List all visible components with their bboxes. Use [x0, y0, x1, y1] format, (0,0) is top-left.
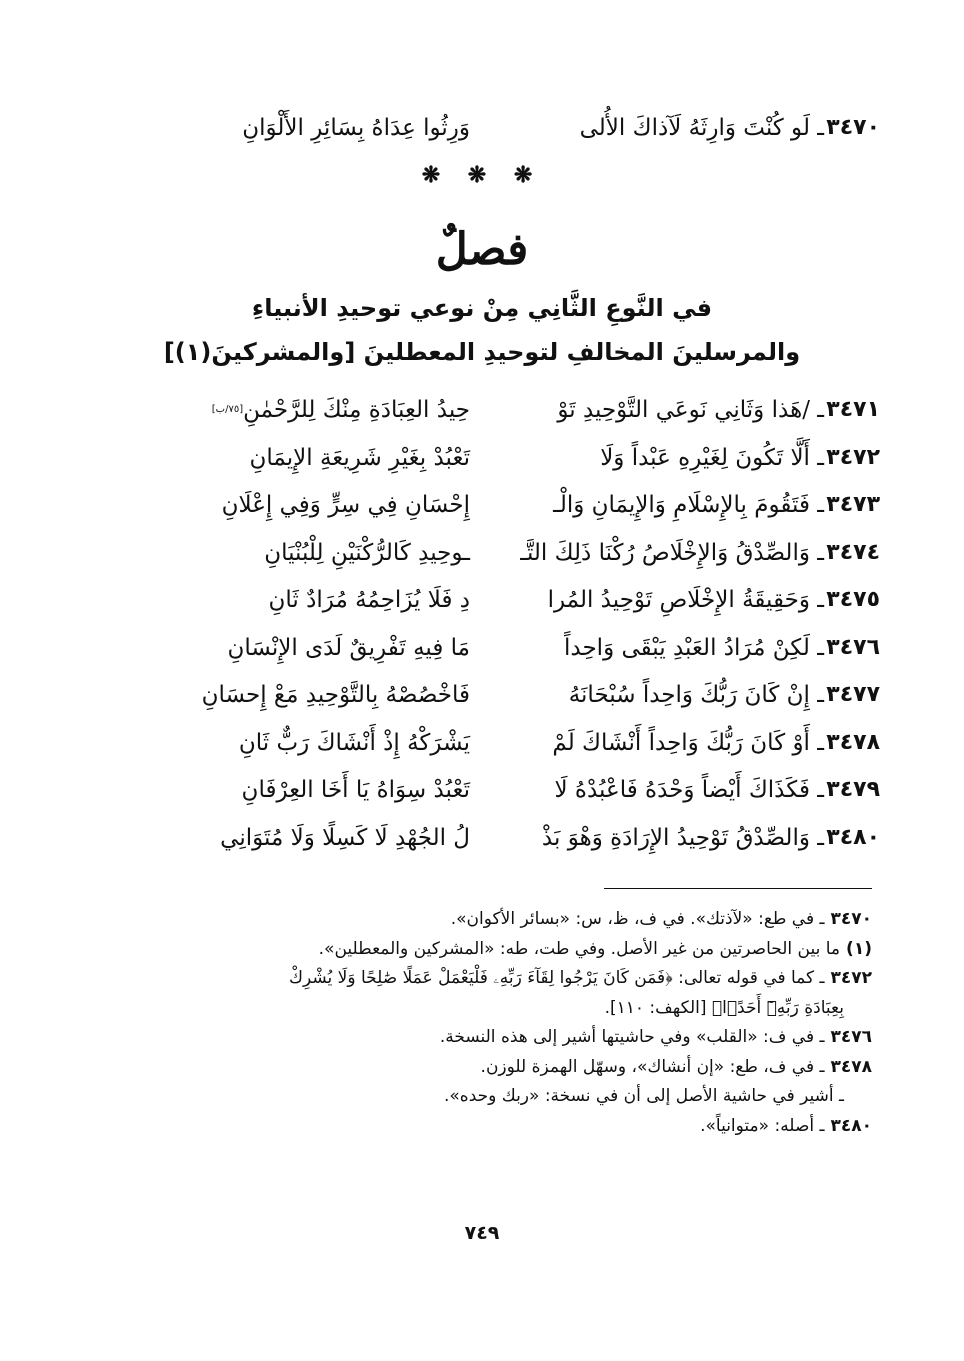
- footnote: [90, 934, 872, 964]
- verse-row: [90, 675, 880, 715]
- verse-second-hemistich-text: ـوحِيدِ كَالرُّكْنَيْنِ لِلْبُنْيَانِ: [264, 540, 470, 566]
- footnote-number: ٣٤٧٦: [830, 1027, 872, 1047]
- verse-number: ٣٤٧٨: [826, 730, 880, 755]
- verse-row: [90, 390, 880, 430]
- page-number: ٧٤٩: [464, 1222, 500, 1244]
- verse-second-hemistich-text: فَاخْصُصْهُ بِالتَّوْحِيدِ مَعْ إِحسَانِ: [201, 682, 470, 708]
- verse-row: [90, 628, 880, 668]
- verse-first-hemistich: ـ أَوْ كَانَ رَبُّكَ وَاحِداً أَنْشَاكَ لَمْ: [552, 730, 824, 756]
- footnote: [90, 1052, 872, 1082]
- verse-second-hemistich: [90, 675, 470, 715]
- section-heading: فصلٌ: [435, 224, 529, 275]
- footnote-text: ـ في طع: «لآذتك». في ف، ظ، س: «بسائر الأكوان».: [450, 909, 825, 929]
- verse-number: ٣٤٧٦: [826, 635, 880, 660]
- verse-first-hemistich: ـ وَالصِّدْقُ تَوْحِيدُ الإِرَادَةِ وَهْوَ بَذْ: [541, 825, 824, 851]
- verse-first-hemistich: ـ وَالصِّدْقُ وَالإِخْلَاصُ رُكْنَا ذَلِكَ التَّـ: [520, 540, 824, 566]
- footnote-text: بِعِبَادَةِ رَبِّهِۦٓ أَحَدًۢا﴾ [الكهف: ١١٠].: [604, 998, 844, 1018]
- verse-second-hemistich-text: مَا فِيهِ تَفْرِيقٌ لَدَى الإِنْسَانِ: [227, 635, 470, 661]
- verse-second-hemistich-text: تَعْبُدْ بِغَيْرِ شَرِيعَةِ الإِيمَانِ: [249, 445, 470, 471]
- verse-second-hemistich-text: دِ فَلَا يُزَاحِمُهُ مُرَادٌ ثَانِ: [268, 587, 470, 613]
- verse-first-hemistich: ـ وَحَقِيقَةُ الإِخْلَاصِ تَوْحِيدُ المُرا: [547, 587, 824, 613]
- verse-row: [90, 438, 880, 478]
- footnote-text: ـ كما في قوله تعالى: ﴿فَمَن كَانَ يَرْجُوا لِقَآءَ رَبِّهِۦ فَلْيَعْمَلْ عَمَلًا صَٰلِحًا وَلَا يُشْرِكْ: [288, 968, 825, 988]
- chapter-title-line-2: والمرسلينَ المخالفِ لتوحيدِ المعطلينَ [والمشركينَ(١)]: [163, 338, 801, 366]
- verse-second-hemistich: [90, 580, 470, 620]
- verse-second-hemistich: [90, 770, 470, 810]
- verse-first-hemistich: ـ فَكَذَاكَ أَيْضاً وَحْدَهُ فَاعْبُدْهُ لَا: [554, 777, 824, 803]
- verse-first-hemistich: ـ فَتَقُومَ بِالإِسْلَامِ وَالإِيمَانِ وَالْـ: [553, 492, 824, 518]
- verse-second-hemistich: وَرِثُوا عِدَاهُ بِسَائِرِ الأَلْوَانِ: [242, 115, 470, 141]
- verse-number: ٣٤٧٧: [826, 682, 880, 707]
- verse-row: [90, 108, 880, 148]
- footnote-text: ما بين الحاصرتين من غير الأصل. وفي طت، طه: «المشركين والمعطلين».: [318, 939, 841, 959]
- verse-second-hemistich-text: حِيدُ العِبَادَةِ مِنْكَ لِلرَّحْمٰنِ: [243, 397, 470, 423]
- verse-second-hemistich-text: يَشْرَكْهُ إِذْ أَنْشَاكَ رَبٌّ ثَانِ: [238, 730, 470, 756]
- footnote-number: ٣٤٧٢: [830, 968, 872, 988]
- verse-number: ٣٤٨٠: [826, 825, 880, 850]
- verse-second-hemistich: [90, 485, 470, 525]
- verse-first-hemistich: ـ لَو كُنْتَ وَارِثَهُ لَآذاكَ الأُلى: [579, 115, 824, 141]
- verse-row: [90, 770, 880, 810]
- footnote: [90, 1111, 872, 1141]
- verse-second-hemistich: [90, 818, 470, 858]
- verse-number: ٣٤٧٢: [826, 445, 880, 470]
- verse-first-hemistich: ـ /هَذا وَثَانِي نَوعَي التَّوْحِيدِ تَوْ: [557, 397, 824, 423]
- verse-first-hemistich: ـ أَلَّا تَكُونَ لِغَيْرِهِ عَبْداً وَلَا: [600, 445, 824, 471]
- verse-number: ٣٤٧١: [826, 397, 880, 422]
- footnote-divider: [604, 888, 872, 889]
- verse-second-hemistich: [90, 533, 470, 573]
- verse-second-hemistich: [90, 628, 470, 668]
- verse-number: ٣٤٧٣: [826, 492, 880, 517]
- footnote: [90, 993, 872, 1023]
- verse-number: ٣٤٧٩: [826, 777, 880, 802]
- verse-second-hemistich: [90, 390, 470, 430]
- footnote-number: ٣٤٨٠: [830, 1116, 872, 1136]
- footnote: [90, 904, 872, 934]
- footnote-text: ـ أصله: «متوانياً».: [700, 1116, 825, 1136]
- footnote-number: (١): [846, 939, 872, 959]
- footnote: [90, 1022, 872, 1052]
- verse-second-hemistich-text: لُ الجُهْدِ لَا كَسِلًا وَلَا مُتَوَانِي: [220, 825, 470, 851]
- footnote: [90, 1081, 872, 1111]
- footnote-text: ـ أشير في حاشية الأصل إلى أن في نسخة: «ربك وحده».: [443, 1086, 844, 1106]
- manuscript-folio-marker: [٧٥/ب]: [211, 404, 244, 415]
- footnote: [90, 963, 872, 993]
- verse-row: [90, 723, 880, 763]
- verse-second-hemistich: [90, 723, 470, 763]
- section-separator: ❋ ❋ ❋: [421, 162, 543, 188]
- footnote-text: ـ في ف: «القلب» وفي حاشيتها أشير إلى هذه النسخة.: [439, 1027, 825, 1047]
- verse-second-hemistich-text: إِحْسَانِ فِي سِرٍّ وَفِي إِعْلَانِ: [221, 492, 470, 518]
- footnote-text: ـ في ف، طع: «إن أنشاك»، وسهّل الهمزة للوزن.: [480, 1057, 825, 1077]
- verse-first-hemistich: ـ لَكِنْ مُرَادُ العَبْدِ يَبْقَى وَاحِداً: [564, 635, 824, 661]
- verse-second-hemistich-text: تَعْبُدْ سِوَاهُ يَا أَخَا العِرْفَانِ: [241, 777, 470, 803]
- verse-number: ٣٤٧٤: [826, 540, 880, 565]
- verse-second-hemistich: [90, 438, 470, 478]
- verse-number: ٣٤٧٥: [826, 587, 880, 612]
- verse-row: [90, 485, 880, 525]
- verse-number: ٣٤٧٠: [826, 115, 880, 140]
- chapter-title-line-1: في النَّوعِ الثَّانِي مِنْ نوعي توحيدِ الأنبياءِ: [251, 294, 713, 322]
- footnote-number: ٣٤٧٨: [830, 1057, 872, 1077]
- footnote-number: ٣٤٧٠: [830, 909, 872, 929]
- verse-row: [90, 533, 880, 573]
- verse-first-hemistich: ـ إِنْ كَانَ رَبُّكَ وَاحِداً سُبْحَانَهُ: [568, 682, 824, 708]
- verse-row: [90, 580, 880, 620]
- verse-row: [90, 818, 880, 858]
